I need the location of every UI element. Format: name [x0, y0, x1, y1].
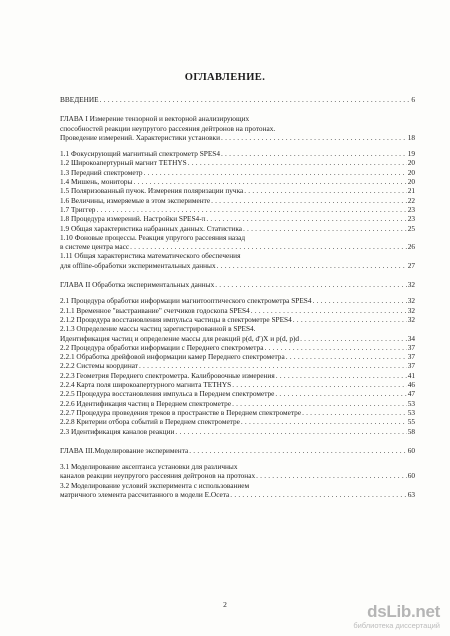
- toc-page-number: 26: [407, 242, 415, 252]
- toc-entry[interactable]: [60, 196, 415, 205]
- toc-entry[interactable]: [60, 315, 415, 324]
- leader-dots: [188, 158, 407, 167]
- toc-page-number: 27: [407, 260, 415, 270]
- toc-page-number: 37: [407, 352, 415, 362]
- leader-dots: [243, 224, 407, 233]
- toc-entry-3-1-line-1[interactable]: 3.1 Моделирование аксептанса установки для различных: [60, 462, 238, 472]
- leader-dots: [300, 334, 407, 343]
- leader-dots: [217, 261, 407, 270]
- leader-dots: [251, 306, 407, 315]
- leader-dots: [286, 352, 407, 361]
- toc-entry-text: для offline-обработки экспериментальных данных: [60, 260, 216, 270]
- toc-entry-3-2-line-1[interactable]: 3.2 Моделирование условий эксперимента с использованием: [60, 480, 250, 490]
- leader-dots: [241, 417, 407, 426]
- leader-dots: [175, 427, 406, 436]
- chapter-3-heading[interactable]: [60, 446, 415, 455]
- toc-entry-text: 2.2.8 Критерии отбора событий в Переднем спектрометре: [60, 417, 240, 427]
- toc-page-number: 46: [407, 380, 415, 390]
- chapter-1-heading-line-2[interactable]: способностей реакции неупругого рассеяния дейтронов на протонах.: [60, 123, 276, 133]
- toc-entry[interactable]: [60, 417, 415, 426]
- toc-page-number: 25: [407, 223, 415, 233]
- leader-dots: [313, 296, 407, 305]
- toc-entry-text: 1.2 Широкоапертурный магнит TETHYS: [60, 158, 187, 168]
- leader-dots: [139, 361, 407, 370]
- toc-page-number: 63: [407, 489, 415, 499]
- toc-entry-intro[interactable]: [60, 95, 415, 104]
- watermark-subtitle: библиотека диссертаций: [353, 621, 440, 630]
- toc-page-number: 60: [407, 471, 415, 481]
- toc-entry-1-10-line-2[interactable]: [60, 242, 415, 251]
- toc-entry[interactable]: 2.1.3 Определение массы частиц зарегистрированной в SPES4.: [60, 324, 256, 334]
- leader-dots: [302, 408, 407, 417]
- toc-page-number: 21: [407, 186, 415, 196]
- toc-entry-text: 2.1.1 Временное "выстраивание" счетчиков годоскопа SPES4: [60, 305, 250, 315]
- toc-page-number: 18: [407, 132, 415, 142]
- toc-entry-text: 1.8 Процедура измерений. Настройки SPES4-π: [60, 214, 206, 224]
- toc-entry-text: 1.6 Величины, измеряемые в этом эксперименте: [60, 195, 211, 205]
- toc-entry[interactable]: [60, 399, 415, 408]
- toc-page-number: 32: [407, 296, 415, 306]
- toc-entry-text: ВВЕДЕНИЕ: [60, 95, 99, 104]
- toc-page-number: 23: [407, 204, 415, 214]
- chapter-2-heading[interactable]: [60, 280, 415, 289]
- toc-entry-text: 2.1 Процедура обработки информации магнитооптического спектрометра SPES4: [60, 296, 312, 306]
- toc-page-number: 58: [407, 426, 415, 436]
- toc-entry[interactable]: [60, 389, 415, 398]
- leader-dots: [189, 446, 406, 455]
- leader-dots: [211, 196, 407, 205]
- toc-entry-text: 2.3 Идентификация каналов реакции: [60, 426, 175, 436]
- toc-page-number: 47: [407, 389, 415, 399]
- toc-entry[interactable]: [60, 205, 415, 214]
- toc-entry[interactable]: [60, 306, 415, 315]
- leader-dots: [293, 315, 407, 324]
- leader-dots: [144, 168, 407, 177]
- toc-entry-text: 2.2 Процедура обработки информации с Переднего спектрометра: [60, 342, 264, 352]
- toc-entry[interactable]: [60, 343, 415, 352]
- chapter-1-heading-line-3[interactable]: [60, 133, 415, 142]
- toc-entry-text: 2.1.2 Процедура восстановления импульса частицы в спектрометре SPES4: [60, 314, 292, 324]
- toc-entry[interactable]: [60, 352, 415, 361]
- toc-title: ОГЛАВЛЕНИЕ.: [184, 72, 266, 83]
- leader-dots: [264, 343, 406, 352]
- toc-entry[interactable]: [60, 224, 415, 233]
- table-of-contents: [60, 95, 415, 499]
- leader-dots: [130, 242, 407, 251]
- leader-dots: [244, 186, 406, 195]
- toc-entry-1-11-line-1[interactable]: 1.11 Общая характеристика математического обеспечения: [60, 251, 241, 261]
- toc-page-number: 32: [407, 314, 415, 324]
- toc-entry[interactable]: [60, 361, 415, 370]
- toc-page-number: 60: [407, 445, 415, 455]
- chapter-1-heading-line-1[interactable]: ГЛАВА I Измерение тензорной и векторной анализирующих: [60, 114, 250, 124]
- toc-page-number: 22: [407, 195, 415, 205]
- toc-entry[interactable]: [60, 158, 415, 167]
- toc-entry[interactable]: [60, 408, 415, 417]
- toc-entry-text: 2.2.7 Процедура проведения треков в пространстве в Переднем спектрометре: [60, 407, 302, 417]
- toc-entry-text: каналов реакции неупругого рассеяния дейтронов на протонах: [60, 471, 256, 481]
- toc-entry-text: 1.9 Общая характеристика набранных данных. Статистика: [60, 223, 242, 233]
- toc-entry-text: 1.4 Мишень, мониторы: [60, 177, 133, 187]
- toc-entry[interactable]: [60, 334, 415, 343]
- toc-entry-text: 2.2.1 Обработка дрейфовой информации камер Переднего спектрометра: [60, 352, 285, 362]
- toc-entry-text: 1.3 Передний спектрометр: [60, 167, 143, 177]
- toc-entry-text: 2.2.3 Геометрия Переднего спектрометра. Калибровочные измерения: [60, 370, 275, 380]
- leader-dots: [232, 399, 407, 408]
- toc-page-number: 19: [407, 149, 415, 159]
- toc-entry-text: в системе центра масс: [60, 242, 130, 252]
- toc-page-number: 37: [407, 342, 415, 352]
- toc-entry-text: матричного элемента рассчитанного в модели Е.Осета: [60, 489, 230, 499]
- toc-page-number: 55: [407, 417, 415, 427]
- toc-entry-text: ГЛАВА III.Моделирование эксперимента: [60, 445, 189, 455]
- toc-entry[interactable]: [60, 168, 415, 177]
- toc-entry[interactable]: [60, 149, 415, 158]
- toc-entry-text: 1.7 Триггер: [60, 204, 96, 214]
- toc-entry-1-10-line-1[interactable]: 1.10 Фоновые процессы. Реакция упругого рассеяния назад: [60, 232, 246, 242]
- leader-dots: [215, 280, 406, 289]
- chapter-1-entries: [60, 149, 415, 270]
- toc-page-number: 37: [407, 361, 415, 371]
- page-number: 2: [223, 600, 227, 609]
- toc-page-number: 34: [407, 333, 415, 343]
- toc-entry-text: ГЛАВА II Обработка экспериментальных данных: [60, 280, 215, 290]
- toc-page-number: 32: [407, 280, 415, 290]
- toc-entry-text: 1.1 Фокусирующий магнитный спектрометр SPES4: [60, 149, 220, 159]
- toc-page-number: 20: [407, 177, 415, 187]
- toc-entry[interactable]: [60, 427, 415, 436]
- toc-entry-text: 2.2.4 Карта поля широкоапертурного магнита TETHYS: [60, 380, 232, 390]
- leader-dots: [221, 149, 407, 158]
- chapter-2-entries: [60, 296, 415, 435]
- toc-page-number: 20: [407, 167, 415, 177]
- toc-entry-text: 2.2.2 Системы координат: [60, 361, 138, 371]
- leader-dots: [232, 380, 406, 389]
- toc-page-number: 53: [407, 407, 415, 417]
- toc-entry-text: 2.2.5 Процедура восстановления импульса в Переднем спектрометре: [60, 389, 275, 399]
- toc-page-number: 53: [407, 398, 415, 408]
- toc-entry-3-1-line-2[interactable]: [60, 471, 415, 480]
- toc-entry[interactable]: [60, 186, 415, 195]
- toc-page-number: 23: [407, 214, 415, 224]
- toc-entry-1-11-line-2[interactable]: [60, 261, 415, 270]
- leader-dots: [133, 177, 406, 186]
- toc-entry-text: Идентификация частиц и определение массы для реакций p(d, d′)X и p(d, p)d: [60, 333, 300, 343]
- toc-entry[interactable]: [60, 380, 415, 389]
- toc-entry-text: Проведение измерений. Характеристики установки: [60, 132, 221, 142]
- toc-page-number: 41: [407, 370, 415, 380]
- toc-page-number: 32: [407, 305, 415, 315]
- leader-dots: [96, 205, 406, 214]
- toc-entry[interactable]: [60, 371, 415, 380]
- toc-page-number: 20: [407, 158, 415, 168]
- toc-page-number: 6: [411, 95, 415, 104]
- watermark: [340, 602, 440, 630]
- leader-dots: [230, 490, 406, 499]
- leader-dots: [256, 471, 407, 480]
- watermark-logo: dsLib.net: [367, 602, 440, 621]
- leader-dots: [275, 389, 406, 398]
- toc-entry-text: 2.2.6 Идентификация частиц в Переднем спектрометре: [60, 398, 232, 408]
- toc-entry[interactable]: [60, 296, 415, 305]
- toc-entry-3-2-line-2[interactable]: [60, 490, 415, 499]
- leader-dots: [221, 133, 407, 142]
- toc-entry[interactable]: [60, 214, 415, 223]
- toc-entry[interactable]: [60, 177, 415, 186]
- toc-entry-text: 1.5 Поляризованный пучок. Измерения поляризации пучка: [60, 186, 244, 196]
- leader-dots: [100, 95, 411, 104]
- leader-dots: [276, 371, 407, 380]
- leader-dots: [206, 214, 406, 223]
